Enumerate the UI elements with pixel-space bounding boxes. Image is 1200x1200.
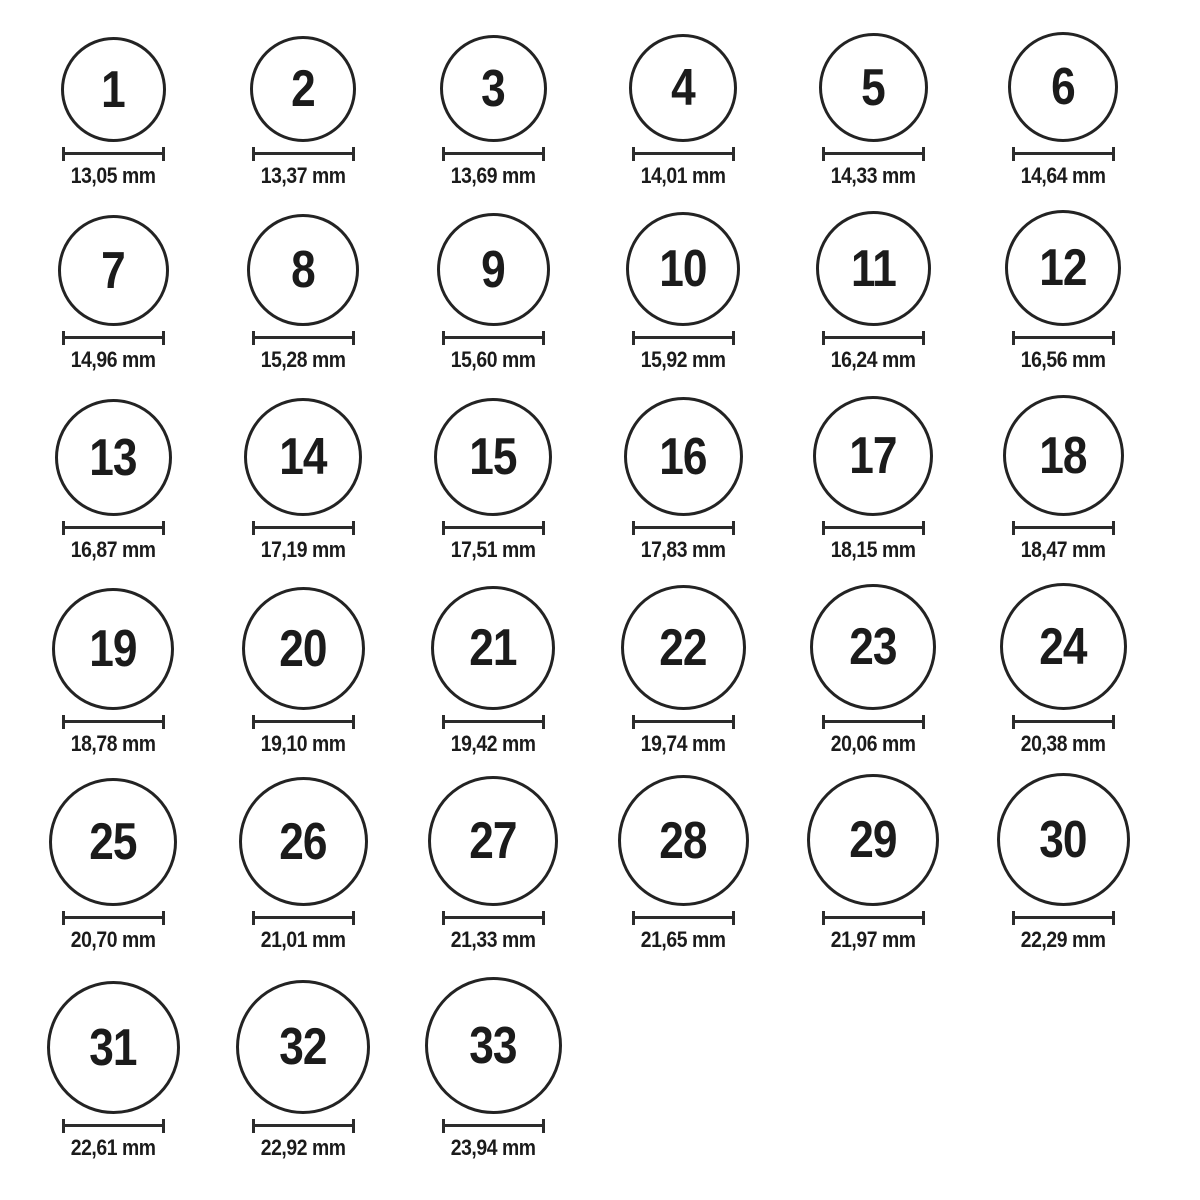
- diameter-label: 17,19 mm: [260, 537, 346, 562]
- diameter-measure-line: [1012, 715, 1115, 729]
- ring-size-circle: [1005, 210, 1121, 326]
- diameter-label: 22,61 mm: [70, 1135, 156, 1160]
- ring-size-item: [398, 570, 588, 764]
- ring-size-circle: [624, 397, 743, 516]
- diameter-measure-line: [632, 911, 735, 925]
- ring-size-item: [968, 196, 1158, 380]
- diameter-measure-line: [442, 715, 545, 729]
- ring-size-item: [208, 196, 398, 380]
- ring-size-number: 13: [89, 428, 137, 487]
- ring-size-number: 32: [279, 1018, 327, 1076]
- diameter-label: 19,42 mm: [450, 731, 536, 756]
- diameter-measure-line: [442, 331, 545, 345]
- diameter-measure-line: [632, 521, 735, 535]
- ring-size-number: 25: [89, 813, 137, 871]
- diameter-label: 21,01 mm: [260, 927, 346, 952]
- ring-size-item: [968, 380, 1158, 570]
- diameter-label: 21,65 mm: [640, 927, 726, 952]
- diameter-label: 14,64 mm: [1020, 163, 1106, 188]
- ring-size-number: 3: [481, 59, 505, 118]
- ring-size-number: 4: [671, 59, 695, 117]
- ring-size-circle: [816, 211, 931, 326]
- ring-size-circle: [61, 37, 166, 142]
- diameter-measure-line: [252, 1119, 355, 1133]
- diameter-label: 17,51 mm: [450, 537, 536, 562]
- diameter-label: 16,87 mm: [70, 537, 156, 562]
- ring-size-number: 7: [101, 241, 125, 300]
- ring-size-item: [588, 570, 778, 764]
- ring-size-number: 33: [469, 1016, 517, 1075]
- ring-size-circle: [997, 773, 1130, 906]
- diameter-measure-line: [252, 911, 355, 925]
- diameter-label: 20,70 mm: [70, 927, 156, 952]
- diameter-measure-line: [1012, 521, 1115, 535]
- diameter-measure-line: [632, 715, 735, 729]
- diameter-measure-line: [62, 147, 165, 161]
- ring-size-circle: [1000, 583, 1127, 710]
- diameter-measure-line: [442, 521, 545, 535]
- ring-size-item: [398, 960, 588, 1200]
- ring-size-item: [398, 0, 588, 196]
- ring-size-item: [398, 196, 588, 380]
- diameter-label: 15,92 mm: [640, 347, 726, 372]
- ring-size-number: 9: [481, 240, 505, 299]
- ring-size-circle: [425, 977, 562, 1114]
- ring-size-number: 27: [469, 812, 517, 870]
- ring-size-circle: [49, 778, 177, 906]
- diameter-label: 21,33 mm: [450, 927, 536, 952]
- ring-size-item: [778, 764, 968, 960]
- ring-size-circle: [618, 775, 749, 906]
- ring-size-item: [968, 0, 1158, 196]
- diameter-measure-line: [62, 715, 165, 729]
- ring-size-circle: [236, 980, 370, 1114]
- ring-size-item: [18, 960, 208, 1200]
- diameter-label: 20,38 mm: [1020, 731, 1106, 756]
- ring-size-number: 14: [279, 428, 327, 486]
- ring-size-number: 22: [659, 618, 707, 677]
- diameter-label: 18,15 mm: [830, 537, 916, 562]
- ring-size-item: [398, 380, 588, 570]
- diameter-measure-line: [822, 521, 925, 535]
- ring-size-number: 17: [849, 427, 897, 485]
- diameter-label: 14,96 mm: [70, 347, 156, 372]
- ring-size-circle: [247, 214, 359, 326]
- diameter-measure-line: [62, 331, 165, 345]
- ring-size-circle: [52, 588, 174, 710]
- ring-size-number: 10: [659, 240, 707, 298]
- ring-size-item: [968, 764, 1158, 960]
- diameter-measure-line: [62, 911, 165, 925]
- diameter-label: 17,83 mm: [640, 537, 726, 562]
- ring-size-number: 1: [101, 60, 125, 119]
- diameter-label: 20,06 mm: [830, 731, 916, 756]
- ring-size-item: [588, 380, 778, 570]
- ring-size-circle: [239, 777, 368, 906]
- ring-size-circle: [428, 776, 558, 906]
- ring-size-number: 24: [1039, 617, 1087, 676]
- ring-size-item: [778, 0, 968, 196]
- ring-size-circle: [244, 398, 362, 516]
- diameter-label: 19,74 mm: [640, 731, 726, 756]
- diameter-measure-line: [632, 331, 735, 345]
- diameter-label: 18,78 mm: [70, 731, 156, 756]
- diameter-label: 16,24 mm: [830, 347, 916, 372]
- diameter-label: 19,10 mm: [260, 731, 346, 756]
- diameter-measure-line: [822, 911, 925, 925]
- ring-size-number: 11: [850, 239, 896, 298]
- diameter-measure-line: [62, 1119, 165, 1133]
- ring-size-item: [208, 0, 398, 196]
- ring-size-circle: [1003, 395, 1124, 516]
- ring-size-circle: [55, 399, 172, 516]
- ring-size-circle: [621, 585, 746, 710]
- diameter-measure-line: [822, 147, 925, 161]
- diameter-label: 22,29 mm: [1020, 927, 1106, 952]
- ring-size-number: 29: [849, 811, 897, 869]
- ring-size-item: [18, 764, 208, 960]
- ring-size-circle: [626, 212, 740, 326]
- ring-size-number: 6: [1051, 58, 1075, 116]
- diameter-measure-line: [1012, 331, 1115, 345]
- ring-size-number: 26: [279, 812, 327, 871]
- ring-size-number: 30: [1039, 810, 1087, 869]
- ring-size-item: [588, 0, 778, 196]
- ring-size-item: [588, 764, 778, 960]
- ring-size-number: 12: [1039, 239, 1087, 297]
- ring-size-circle: [434, 398, 552, 516]
- ring-size-number: 16: [659, 427, 707, 486]
- ring-size-number: 8: [291, 241, 315, 299]
- ring-size-number: 28: [659, 811, 707, 870]
- ring-size-circle: [58, 215, 169, 326]
- diameter-measure-line: [442, 911, 545, 925]
- diameter-label: 13,05 mm: [70, 163, 156, 188]
- diameter-measure-line: [252, 331, 355, 345]
- ring-size-item: [18, 0, 208, 196]
- ring-size-item: [398, 764, 588, 960]
- diameter-label: 15,28 mm: [260, 347, 346, 372]
- ring-size-circle: [813, 396, 933, 516]
- ring-size-item: [18, 380, 208, 570]
- ring-size-number: 15: [469, 428, 517, 486]
- ring-size-circle: [810, 584, 936, 710]
- ring-size-item: [18, 570, 208, 764]
- ring-size-item: [208, 960, 398, 1200]
- diameter-measure-line: [822, 715, 925, 729]
- ring-size-item: [208, 764, 398, 960]
- ring-size-number: 21: [469, 619, 517, 677]
- ring-size-number: 18: [1039, 426, 1087, 485]
- ring-size-number: 5: [861, 58, 885, 117]
- diameter-label: 13,69 mm: [450, 163, 536, 188]
- ring-size-item: [588, 196, 778, 380]
- diameter-measure-line: [442, 147, 545, 161]
- diameter-measure-line: [442, 1119, 545, 1133]
- ring-size-item: [778, 570, 968, 764]
- diameter-label: 23,94 mm: [450, 1135, 536, 1160]
- ring-size-circle: [242, 587, 365, 710]
- diameter-measure-line: [252, 521, 355, 535]
- ring-size-item: [778, 380, 968, 570]
- diameter-measure-line: [822, 331, 925, 345]
- diameter-measure-line: [1012, 911, 1115, 925]
- ring-size-circle: [807, 774, 939, 906]
- ring-size-item: [208, 570, 398, 764]
- diameter-label: 22,92 mm: [260, 1135, 346, 1160]
- diameter-label: 14,01 mm: [640, 163, 726, 188]
- diameter-label: 13,37 mm: [260, 163, 346, 188]
- ring-size-circle: [431, 586, 555, 710]
- diameter-measure-line: [62, 521, 165, 535]
- ring-size-number: 19: [89, 620, 137, 678]
- diameter-label: 15,60 mm: [450, 347, 536, 372]
- ring-size-circle: [437, 213, 550, 326]
- ring-size-number: 2: [291, 60, 315, 118]
- ring-size-item: [18, 196, 208, 380]
- diameter-measure-line: [252, 147, 355, 161]
- ring-size-item: [208, 380, 398, 570]
- ring-size-number: 20: [279, 619, 327, 678]
- diameter-label: 18,47 mm: [1020, 537, 1106, 562]
- ring-size-item: [968, 570, 1158, 764]
- diameter-measure-line: [1012, 147, 1115, 161]
- ring-size-circle: [440, 35, 547, 142]
- diameter-label: 21,97 mm: [830, 927, 916, 952]
- ring-size-circle: [629, 34, 737, 142]
- diameter-measure-line: [632, 147, 735, 161]
- diameter-label: 16,56 mm: [1020, 347, 1106, 372]
- ring-size-circle: [1008, 32, 1118, 142]
- ring-size-number: 23: [849, 618, 897, 676]
- diameter-measure-line: [252, 715, 355, 729]
- ring-size-circle: [819, 33, 928, 142]
- ring-size-item: [778, 196, 968, 380]
- ring-size-circle: [250, 36, 356, 142]
- ring-size-number: 31: [89, 1018, 137, 1077]
- diameter-label: 14,33 mm: [830, 163, 916, 188]
- ring-size-circle: [47, 981, 180, 1114]
